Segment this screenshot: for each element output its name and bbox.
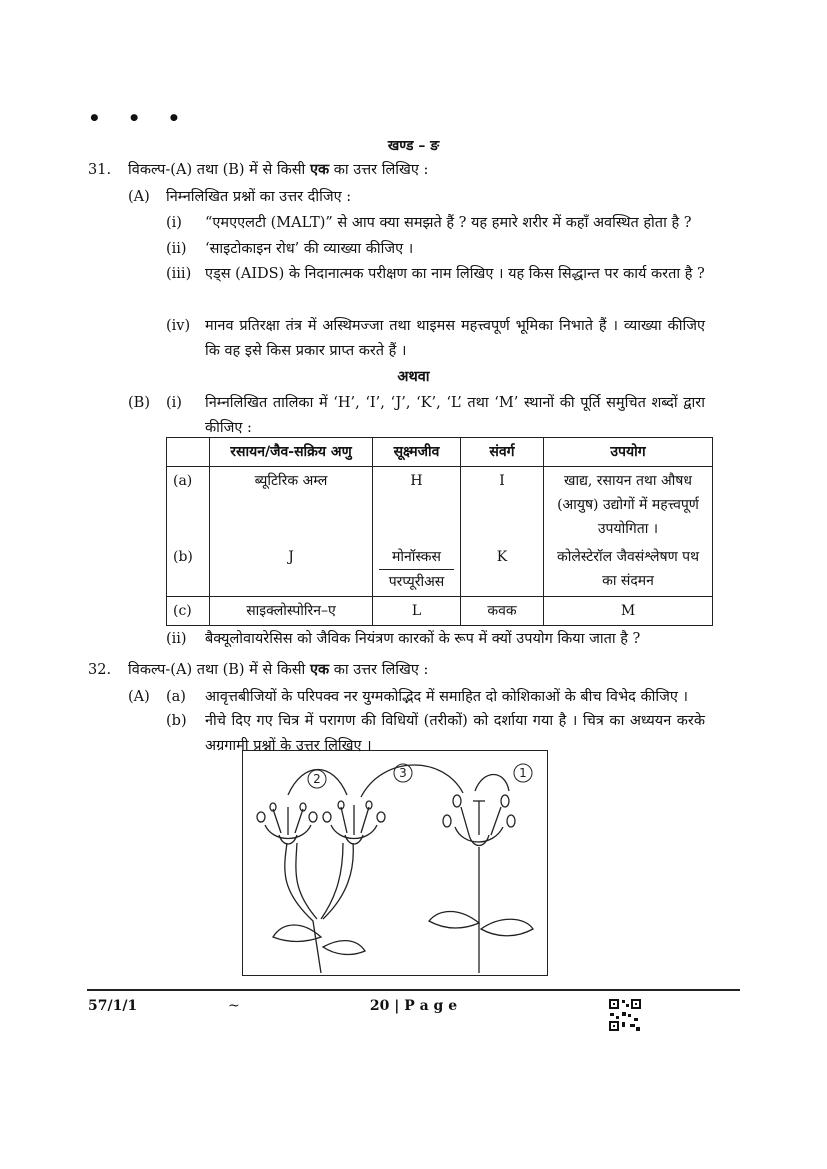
microbe-genus: मोनॉस्कस: [391, 549, 442, 565]
q31-A-i-label: (i): [166, 215, 182, 231]
table-header: उपयोग: [544, 438, 713, 467]
q32-b-text: नीचे दिए गए चित्र में परागण की विधियों (तरीकों) को दर्शाया गया है । चित्र का अध्ययन करके अग्रगामी प्रश्नों के उत्तर लिखिए ।: [205, 713, 705, 754]
table-header: रसायन/जैव-सक्रिय अणु: [210, 438, 373, 467]
decorative-dots: • • •: [88, 106, 191, 130]
q31-A-ii-label: (ii): [166, 241, 187, 257]
pollination-diagram: [243, 751, 547, 975]
q32-a-label: (a): [166, 689, 186, 705]
q31-A-iv-text: मानव प्रतिरक्षा तंत्र में अस्थिमज्जा तथा थाइमस महत्त्वपूर्ण भूमिका निभाते हैं । व्याख्या कीजिए कि वह इसे किस प्रकार प्राप्त करते हैं ।: [205, 318, 705, 359]
table-row: (a) ब्यूटिरिक अम्ल H I खाद्य, रसायन तथा औषध (आयुष) उद्योगों में महत्त्वपूर्ण उपयोगिता ।: [167, 467, 713, 544]
q32-b-label: (b): [166, 713, 187, 729]
q31-B-i-label: (i): [166, 395, 182, 411]
fill-in-table: [166, 437, 713, 626]
q32-number: 32.: [88, 662, 112, 678]
microbe-species: परप्यूरीअस: [379, 569, 454, 594]
q31-B-i-text: निम्नलिखित तालिका में ‘H’, ‘I’, ‘J’, ‘K’, ‘L’ तथा ‘M’ स्थानों की पूर्ति समुचित शब्दों द्वारा कीजिए :: [205, 395, 705, 436]
figure-label-1: 1: [519, 766, 527, 780]
q31-number: 31.: [88, 162, 112, 178]
table-header: सूक्ष्मजीव: [373, 438, 461, 467]
q31-B-ii-text: बैक्यूलोवायरेसिस को जैविक नियंत्रण कारकों के रूप में क्यों उपयोग किया जाता है ?: [205, 631, 641, 647]
q31-A-i-text: “एमएएलटी (MALT)” से आप क्या समझते हैं ? यह हमारे शरीर में कहाँ अवस्थित होता है ?: [205, 215, 692, 231]
table-header: संवर्ग: [461, 438, 544, 467]
footer-divider: [87, 989, 740, 991]
table-header: [167, 438, 210, 467]
q31-optA-label: (A): [128, 189, 150, 205]
pollination-figure: [242, 750, 548, 976]
q31-A-iii-text: एड्स (AIDS) के निदानात्मक परीक्षण का नाम लिखिए । यह किस सिद्धान्त पर कार्य करता है ?: [205, 266, 705, 282]
footer-tilde: ~: [228, 998, 240, 1014]
q31-optB-label: (B): [128, 395, 150, 411]
q31-optA-intro: निम्नलिखित प्रश्नों का उत्तर दीजिए :: [166, 189, 352, 205]
q31-A-iii-label: (iii): [166, 266, 192, 282]
or-label: अथवा: [397, 368, 430, 385]
table-row: (c) साइक्लोस्पोरिन–ए L कवक M: [167, 597, 713, 626]
paper-code: 57/1/1: [88, 998, 138, 1014]
page-number: 20 | P a g e: [369, 998, 458, 1014]
qr-code-icon: [608, 998, 642, 1032]
q31-instruction: विकल्प-(A) तथा (B) में से किसी एक का उत्तर लिखिए :: [128, 161, 429, 178]
q32-optA-label: (A): [128, 689, 150, 705]
q31-A-ii-text: ‘साइटोकाइन रोध’ की व्याख्या कीजिए ।: [205, 241, 414, 257]
figure-label-2: 2: [313, 772, 321, 786]
q31-A-iv-label: (iv): [166, 318, 191, 334]
section-title: खण्ड – ङ: [387, 138, 440, 154]
q32-a-text: आवृत्तबीजियों के परिपक्व नर युग्मकोद्भिद में समाहित दो कोशिकाओं के बीच विभेद कीजिए ।: [205, 689, 689, 705]
q31-B-ii-label: (ii): [166, 631, 187, 647]
q32-instruction: विकल्प-(A) तथा (B) में से किसी एक का उत्तर लिखिए :: [128, 661, 429, 678]
table-row: (b) J मोनॉस्कस परप्यूरीअस K कोलेस्टेरॉल जैवसंश्लेषण पथ का संदमन: [167, 543, 713, 597]
figure-label-3: 3: [399, 766, 407, 780]
